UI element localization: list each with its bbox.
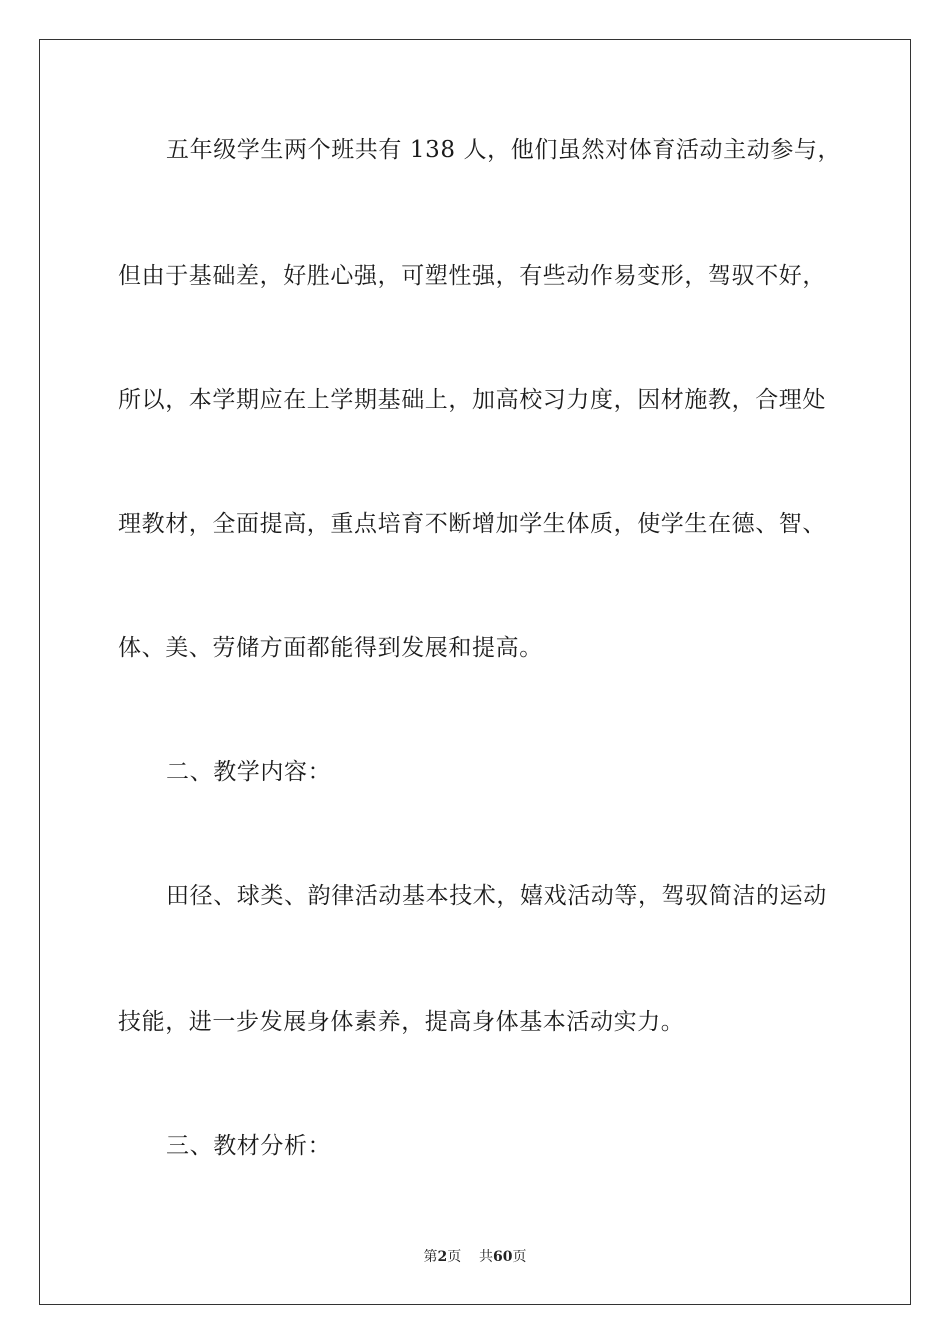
page-number: 2 [437, 1249, 448, 1265]
total-label-prefix: 共 [479, 1249, 494, 1265]
page-label-prefix: 第 [423, 1249, 438, 1265]
page-border [39, 39, 911, 1305]
paragraph-line: 五年级学生两个班共有 138 人，他们虽然对体育活动主动参与， [166, 137, 842, 163]
page-label-suffix: 页 [447, 1249, 462, 1265]
paragraph-line: 技能，进一步发展身体素养，提高身体基本活动实力。 [118, 1009, 685, 1035]
total-label-suffix: 页 [512, 1249, 527, 1265]
paragraph-line: 田径、球类、韵律活动基本技术，嬉戏活动等，驾驭简洁的运动 [166, 883, 827, 909]
paragraph-line: 所以，本学期应在上学期基础上，加高校习力度，因材施教，合理处 [118, 387, 826, 413]
total-pages: 60 [493, 1249, 513, 1265]
page-footer [0, 1248, 950, 1266]
section-heading: 三、教材分析： [166, 1133, 332, 1159]
section-heading: 二、教学内容： [166, 759, 332, 785]
paragraph-line: 体、美、劳储方面都能得到发展和提高。 [118, 635, 543, 661]
paragraph-line: 理教材，全面提高，重点培育不断增加学生体质，使学生在德、智、 [118, 511, 826, 537]
paragraph-line: 但由于基础差，好胜心强，可塑性强，有些动作易变形，驾驭不好， [118, 263, 826, 289]
